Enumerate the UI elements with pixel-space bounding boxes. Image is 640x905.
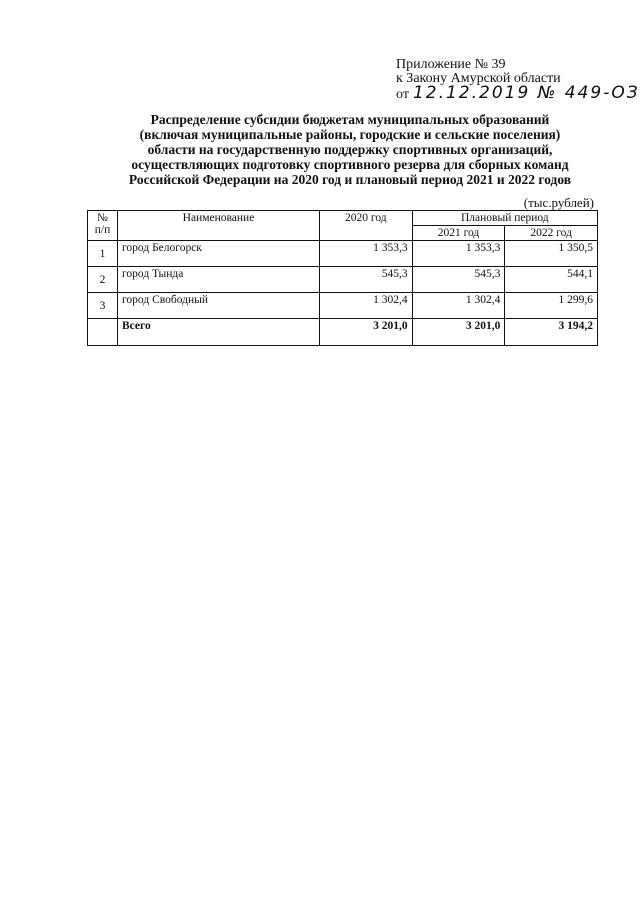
date-line bbox=[396, 83, 640, 103]
row-value-2022: 1 350,5 bbox=[505, 241, 598, 267]
total-value-2020: 3 201,0 bbox=[320, 319, 413, 346]
row-number: 2 bbox=[88, 267, 118, 293]
row-number: 3 bbox=[88, 293, 118, 319]
units-label: (тыс.рублей) bbox=[523, 195, 594, 210]
row-name: город Тында bbox=[118, 267, 320, 293]
header-2022: 2022 год bbox=[505, 226, 598, 241]
total-value-2021: 3 201,0 bbox=[412, 319, 505, 346]
total-empty-cell bbox=[88, 319, 118, 346]
row-name: город Белогорск bbox=[118, 241, 320, 267]
row-value-2022: 544,1 bbox=[505, 267, 598, 293]
law-reference: к Закону Амурской области bbox=[396, 71, 561, 86]
title-line: Российской Федерации на 2020 год и плановый период 2021 и 2022 годов bbox=[128, 172, 572, 187]
row-value-2021: 1 353,3 bbox=[412, 241, 505, 267]
total-value-2022: 3 194,2 bbox=[505, 319, 598, 346]
title-line: осуществляющих подготовку спортивного резерва для сборных команд bbox=[131, 157, 569, 172]
document-title bbox=[80, 112, 620, 187]
table-total-row bbox=[88, 319, 598, 346]
table-row bbox=[88, 293, 598, 319]
header-2020: 2020 год bbox=[320, 211, 413, 241]
table-row bbox=[88, 267, 598, 293]
row-value-2021: 1 302,4 bbox=[412, 293, 505, 319]
row-value-2022: 1 299,6 bbox=[505, 293, 598, 319]
appendix-number: Приложение № 39 bbox=[396, 57, 506, 72]
header-2021: 2021 год bbox=[412, 226, 505, 241]
row-value-2020: 545,3 bbox=[320, 267, 413, 293]
total-label: Всего bbox=[118, 319, 320, 346]
table-header-row bbox=[88, 211, 598, 226]
date-prefix: от bbox=[396, 87, 409, 102]
subsidy-table bbox=[87, 210, 598, 346]
row-number: 1 bbox=[88, 241, 118, 267]
table-row bbox=[88, 241, 598, 267]
header-planned-period: Плановый период bbox=[412, 211, 597, 226]
title-line: Распределение субсидии бюджетам муниципальных образований bbox=[150, 112, 550, 127]
row-value-2020: 1 353,3 bbox=[320, 241, 413, 267]
header-name: Наименование bbox=[118, 211, 320, 241]
handwritten-date: 12.12.2019 № 449-ОЗ bbox=[412, 83, 640, 103]
row-value-2020: 1 302,4 bbox=[320, 293, 413, 319]
header-num: № п/п bbox=[88, 211, 118, 241]
row-name: город Свободный bbox=[118, 293, 320, 319]
title-line: области на государственную поддержку спортивных организаций, bbox=[147, 142, 553, 157]
row-value-2021: 545,3 bbox=[412, 267, 505, 293]
title-line: (включая муниципальные районы, городские и сельские поселения) bbox=[139, 127, 561, 142]
appendix-header bbox=[396, 58, 640, 102]
